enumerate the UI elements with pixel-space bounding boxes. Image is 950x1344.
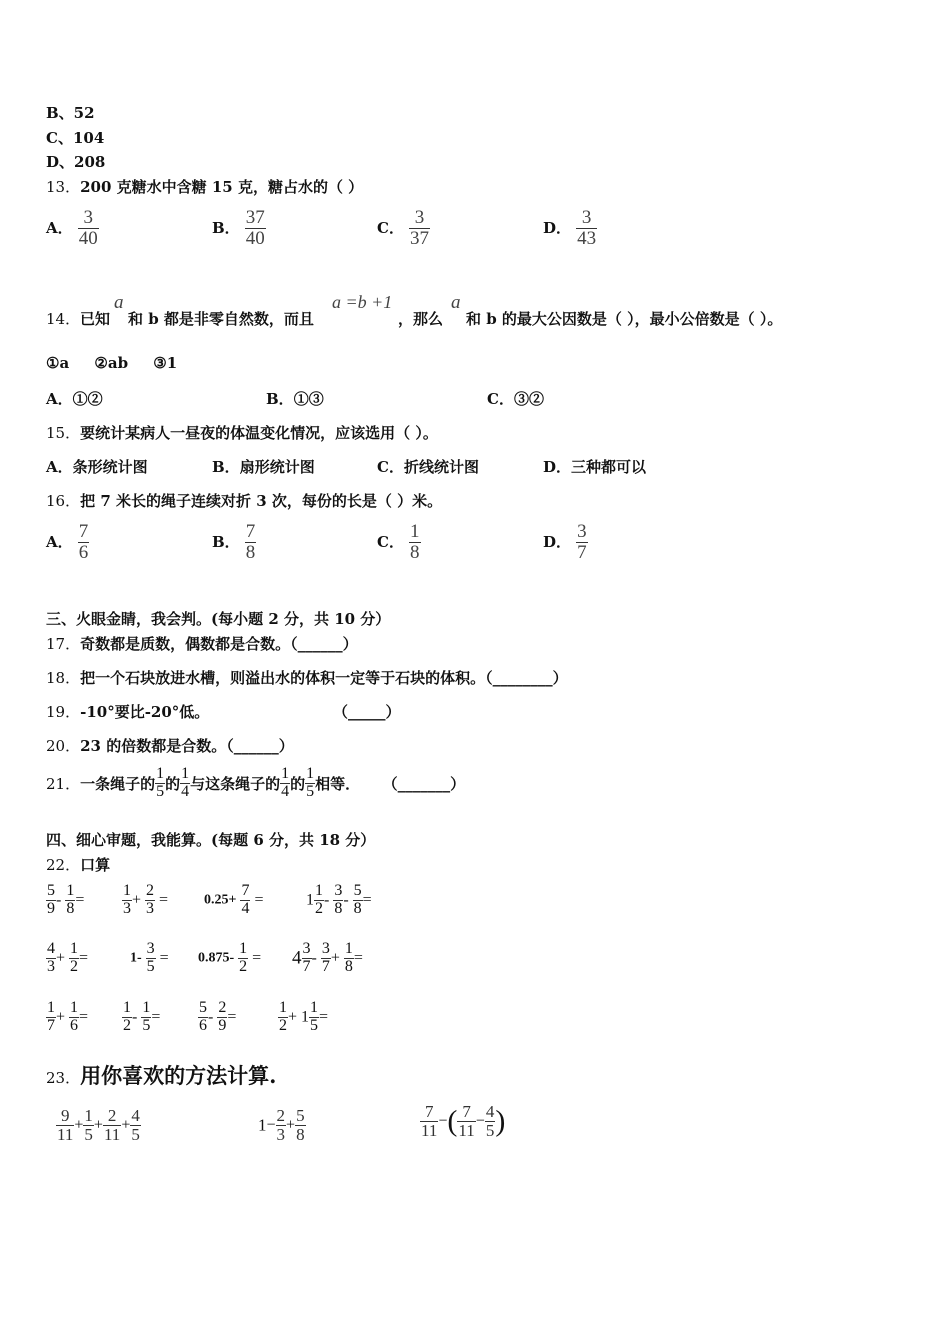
formula: a =b +1 (332, 292, 393, 312)
q14-option-c[interactable]: C．③② (487, 390, 544, 408)
option-label: C． (377, 218, 404, 237)
question-text: 把 7 米长的绳子连续对折 3 次，每份的长是（ ）米。 (80, 492, 443, 510)
question-13 (46, 176, 363, 197)
prev-option-b: B、52 (46, 104, 95, 122)
fraction: $\frac{1}{8}$ (410, 521, 420, 563)
question-number: 14． (46, 310, 81, 328)
question-number: 13． (46, 178, 81, 196)
calc-5: $\frac{4}{3}$ + $\frac{1}{2}$ = (47, 940, 89, 975)
question-17: 17．奇数都是质数，偶数都是合数。（______） (46, 635, 358, 653)
fraction: $\frac{1}{5}$ (156, 765, 165, 800)
calc-1: $\frac{5}{9}$ - $\frac{1}{8}$ = (47, 882, 85, 917)
calc23-2: 1− $\frac{2}{3}$ + $\frac{5}{8}$ (258, 1106, 305, 1144)
q13-option-d[interactable] (543, 208, 597, 249)
question-21: 21．一条绳子的 $\frac{1}{5}$ 的 $\frac{1}{4}$ 与这条绳子的 $\frac{1}{4}$ 的 $\frac{1}{5}$ 相等． （_______） (46, 765, 466, 800)
q14-text-4: 和 b 的最大公因数是（ ），最小公倍数是（ ）。 (466, 310, 783, 328)
section-4-heading: 四、细心审题，我能算。(每题 6 分，共 18 分） (46, 831, 376, 849)
choice-3: ③1 (153, 354, 178, 372)
prev-option-d: D、208 (46, 153, 106, 171)
q15-option-c[interactable]: C．折线统计图 (377, 458, 479, 476)
calc-12: $\frac{1}{2}$ + 1 $\frac{1}{5}$ = (279, 999, 329, 1034)
question-18: 18．把一个石块放进水槽，则溢出水的体积一定等于石块的体积。（________） (46, 669, 568, 687)
calc23-3: $\frac{7}{11}$ −( $\frac{7}{11}$ − $\frac{4}{5}$ ) (421, 1102, 506, 1140)
calc-11: $\frac{5}{6}$ - $\frac{2}{9}$ = (199, 999, 237, 1034)
calc-10: $\frac{1}{2}$ - $\frac{1}{5}$ = (123, 999, 161, 1034)
q21-blank[interactable]: （_______） (390, 774, 466, 793)
calc-4: 1 $\frac{1}{2}$ - $\frac{3}{8}$ - $\frac{5}{8}$ = (306, 882, 372, 917)
q14-text-1: 已知 (80, 310, 111, 328)
q13-option-a[interactable] (46, 208, 99, 249)
choice-1: ①a (46, 354, 70, 372)
fraction: $\frac{1}{5}$ (306, 765, 315, 800)
prev-option-c: C、104 (46, 129, 105, 147)
q14-option-b[interactable]: B．①③ (266, 390, 324, 408)
q15-option-a[interactable]: A．条形统计图 (46, 458, 148, 476)
variable-a: a (114, 292, 124, 313)
fraction: $\frac{3}{7}$ (577, 521, 587, 563)
q16-option-a[interactable]: A． $\frac{7}{6}$ (46, 521, 89, 563)
variable-a: a (451, 292, 461, 313)
choice-2: ②ab (94, 354, 129, 372)
q14-option-a[interactable]: A．①② (46, 390, 103, 408)
question-20: 20．23 的倍数都是合数。（______） (46, 737, 294, 755)
question-15 (46, 422, 438, 443)
section-3-heading: 三、火眼金睛，我会判。(每小题 2 分，共 10 分） (46, 610, 391, 628)
fraction: $\frac{1}{4}$ (181, 765, 190, 800)
fraction: $\frac{7}{8}$ (245, 521, 256, 563)
question-16 (46, 490, 442, 511)
q13-option-c[interactable] (377, 208, 430, 249)
q14-text-3: ，那么 (398, 310, 444, 328)
question-23: 23．用你喜欢的方法计算. (46, 1063, 277, 1088)
question-text: 要统计某病人一昼夜的体温变化情况，应该选用（ ）。 (80, 424, 438, 442)
question-22: 22．口算 (46, 856, 111, 874)
q19-blank[interactable]: （_____） (333, 703, 401, 721)
q14-choices (46, 354, 177, 372)
option-label: B． (212, 218, 240, 237)
question-text: 200 克糖水中含糖 15 克，糖占水的（ ） (80, 178, 364, 196)
q16-option-d[interactable]: D． $\frac{3}{7}$ (543, 521, 587, 563)
calc23-1: $\frac{9}{11}$ + $\frac{1}{5}$ + $\frac{2}{11}$ + $\frac{4}{5}$ (57, 1106, 140, 1144)
calc-3: 0.25+ $\frac{7}{4}$ = (204, 882, 264, 917)
fraction: $\frac{1}{4}$ (281, 765, 290, 800)
question-19: 19．-10°要比-20°低。 (46, 703, 210, 721)
q15-option-d[interactable]: D．三种都可以 (543, 458, 647, 476)
fraction: $\frac{3}{37}$ (410, 207, 430, 249)
calc-2: $\frac{1}{3}$ + $\frac{2}{3}$ = (123, 882, 169, 917)
q13-option-b[interactable] (212, 208, 266, 249)
question-number: 15． (46, 424, 81, 442)
q15-option-b[interactable]: B．扇形统计图 (212, 458, 315, 476)
calc-8: 4 $\frac{3}{7}$ - $\frac{3}{7}$ + $\frac{1}{8}$ = (292, 940, 363, 975)
fraction: $\frac{37}{40}$ (245, 207, 265, 249)
calc-9: $\frac{1}{7}$ + $\frac{1}{6}$ = (47, 999, 89, 1034)
fraction: $\frac{3}{40}$ (78, 207, 98, 249)
question-number: 16． (46, 492, 81, 510)
calc-7: 0.875- $\frac{1}{2}$ = (198, 940, 262, 975)
q16-option-c[interactable]: C． $\frac{1}{8}$ (377, 521, 420, 563)
q16-option-b[interactable]: B． $\frac{7}{8}$ (212, 521, 256, 563)
fraction: $\frac{3}{43}$ (577, 207, 597, 249)
q14-text-2: 和 b 都是非零自然数，而且 (128, 310, 314, 328)
option-label: D． (543, 218, 572, 237)
fraction: $\frac{7}{6}$ (78, 521, 89, 563)
calc-6: 1- $\frac{3}{5}$ = (130, 940, 169, 975)
option-label: A． (46, 218, 73, 237)
